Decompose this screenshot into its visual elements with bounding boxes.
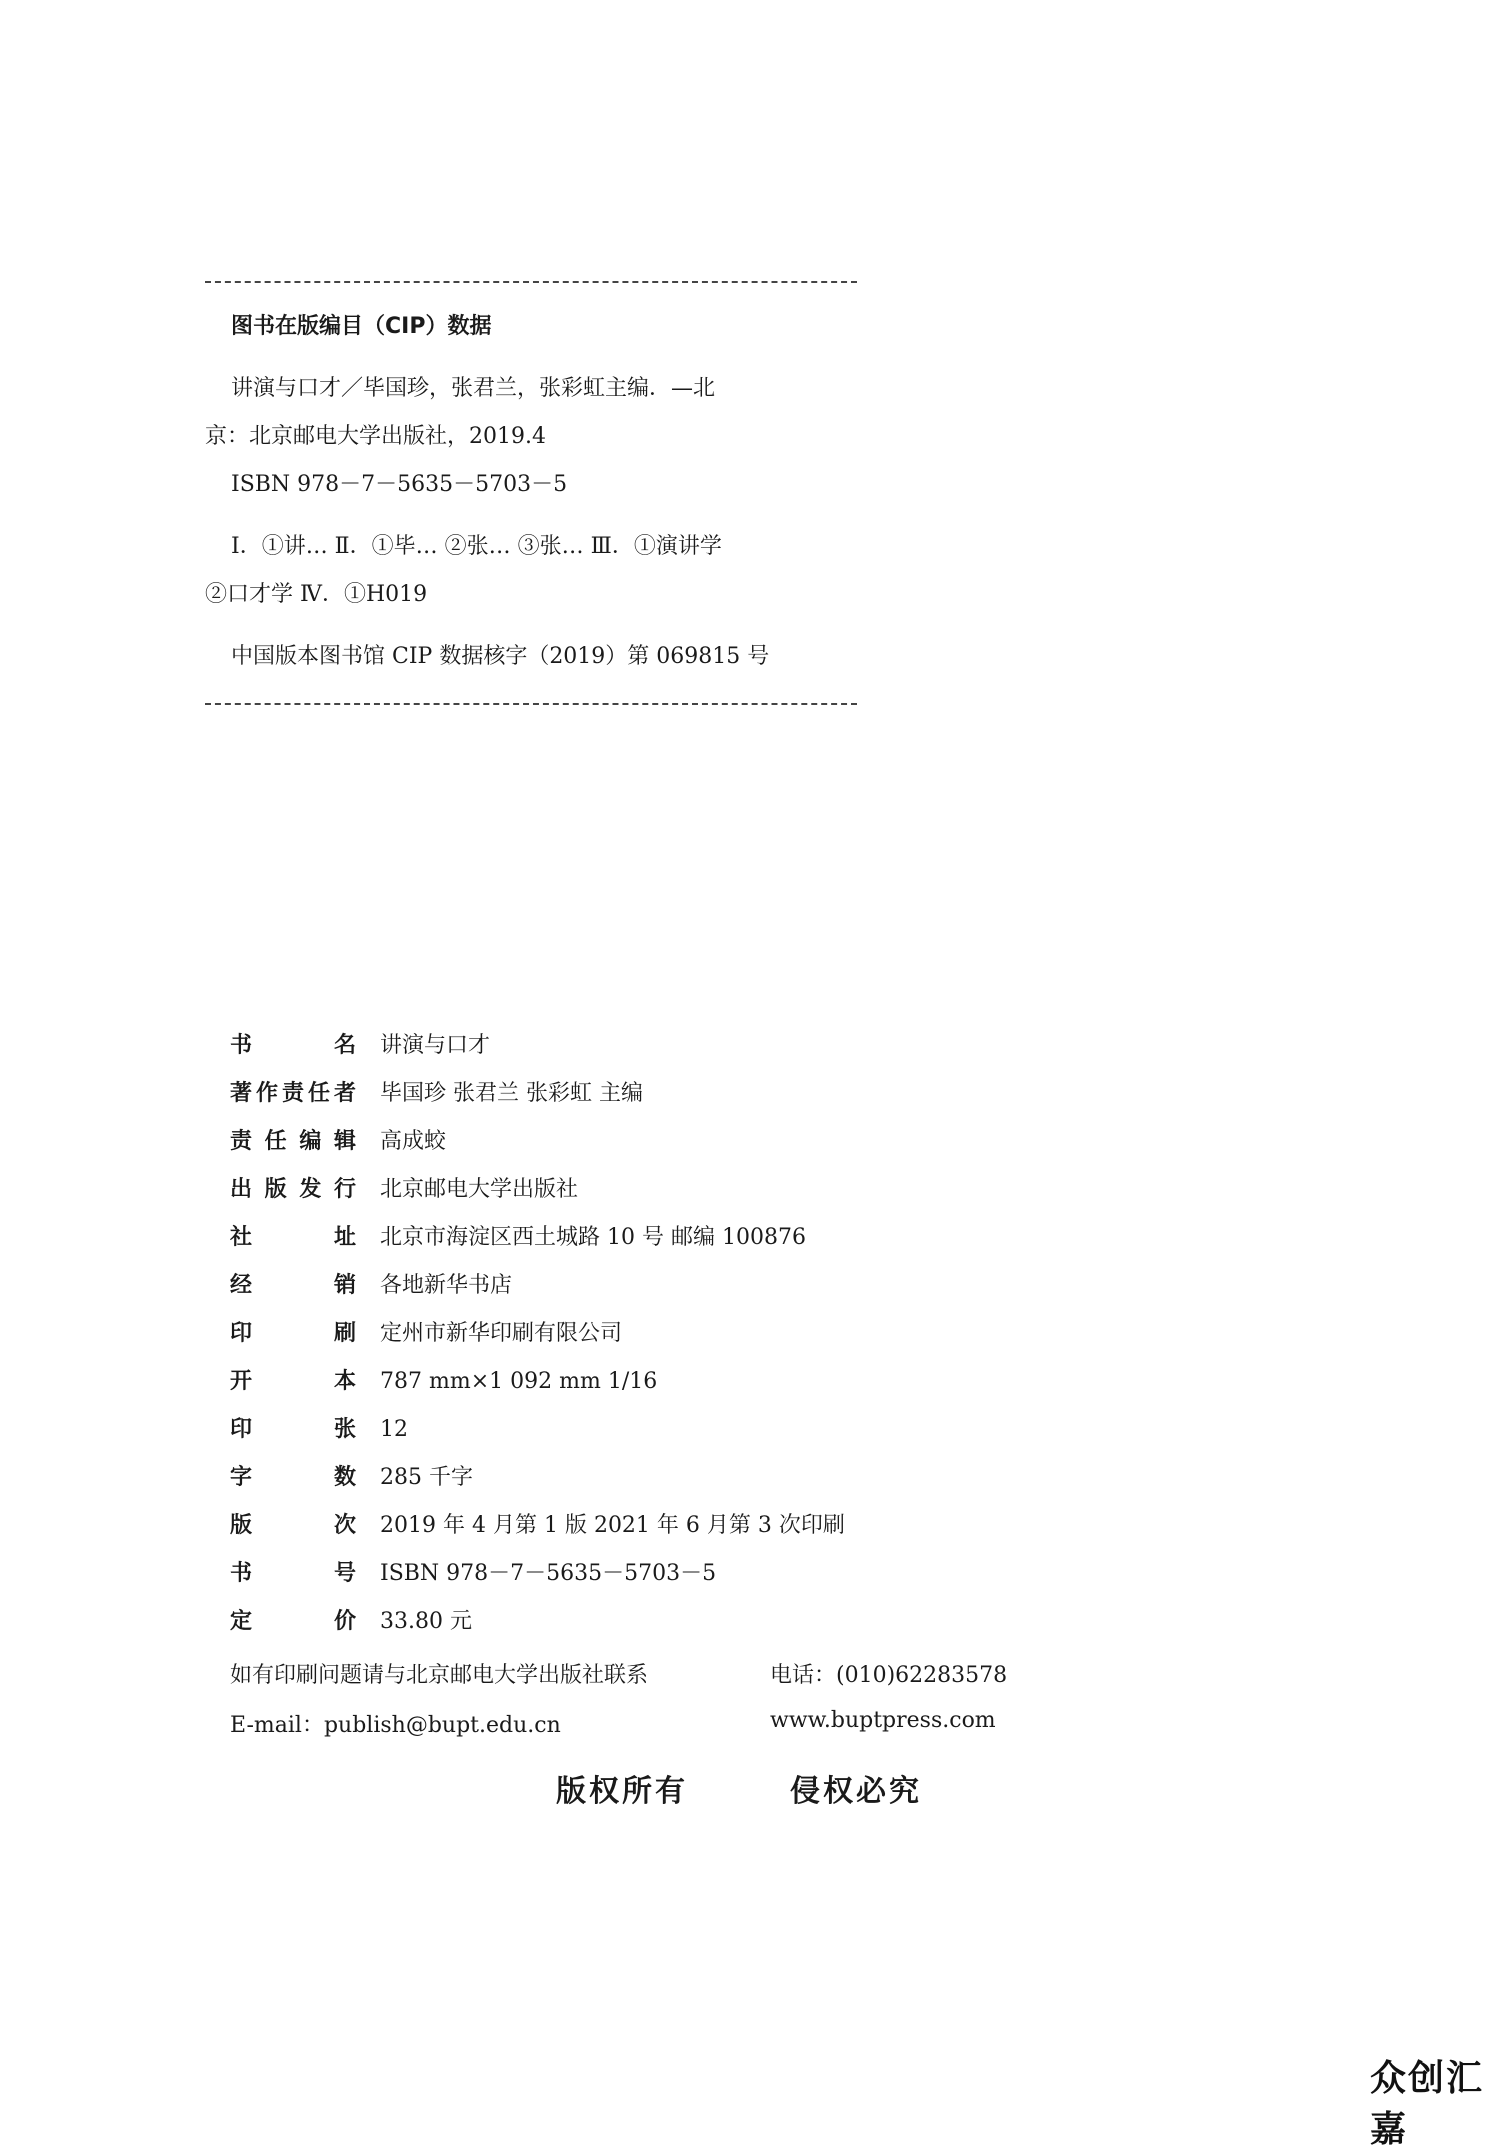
info-label: 经销 (230, 1273, 356, 1298)
info-value: 33.80 元 (380, 1609, 472, 1634)
cip-classification-1: Ⅰ．①讲… Ⅱ．①毕… ②张… ③张… Ⅲ．①演讲学 (231, 534, 722, 559)
info-label: 书名 (230, 1033, 356, 1058)
info-value: 讲演与口才 (380, 1033, 491, 1058)
contact-email: E-mail：publish@bupt.edu.cn (230, 1713, 561, 1738)
info-label: 印刷 (230, 1321, 356, 1346)
info-value: 北京邮电大学出版社 (380, 1177, 579, 1202)
info-label: 书号 (230, 1561, 356, 1586)
watermark-logo: 众创汇嘉 (1370, 2058, 1485, 2150)
info-value: 各地新华书店 (380, 1273, 513, 1298)
info-value: 2019 年 4 月第 1 版 2021 年 6 月第 3 次印刷 (380, 1513, 845, 1538)
info-value: 高成蛟 (380, 1129, 447, 1154)
info-value: ISBN 978－7－5635－5703－5 (380, 1561, 717, 1586)
info-value: 12 (380, 1417, 408, 1442)
info-label: 开本 (230, 1369, 356, 1394)
cip-top-divider (205, 281, 857, 283)
cip-bottom-divider (205, 703, 857, 705)
info-value: 787 mm×1 092 mm 1/16 (380, 1369, 658, 1394)
contact-website: www.buptpress.com (770, 1708, 996, 1733)
cip-isbn: ISBN 978－7－5635－5703－5 (231, 472, 568, 497)
info-label: 字数 (230, 1465, 356, 1490)
cip-verify-number: 中国版本图书馆 CIP 数据核字（2019）第 069815 号 (231, 644, 770, 669)
info-label: 责任编辑 (230, 1129, 356, 1154)
info-value: 定州市新华印刷有限公司 (380, 1321, 623, 1346)
print-issue-note: 如有印刷问题请与北京邮电大学出版社联系 (230, 1663, 649, 1688)
cip-line-1: 讲演与口才／毕国珍，张君兰，张彩虹主编．—北 (231, 376, 716, 401)
info-label: 定价 (230, 1609, 356, 1634)
info-value: 毕国珍 张君兰 张彩虹 主编 (380, 1081, 643, 1106)
info-label: 出版发行 (230, 1177, 356, 1202)
cip-classification-2: ②口才学 Ⅳ．①H019 (205, 582, 428, 607)
copyright-infringement-warning: 侵权必究 (790, 1774, 922, 1809)
info-label: 版次 (230, 1513, 356, 1538)
info-value: 285 千字 (380, 1465, 473, 1490)
info-value: 北京市海淀区西土城路 10 号 邮编 100876 (380, 1225, 806, 1250)
contact-phone: 电话：(010)62283578 (770, 1663, 1008, 1688)
info-label: 印张 (230, 1417, 356, 1442)
info-label: 著作责任者 (230, 1081, 356, 1106)
copyright-all-rights: 版权所有 (556, 1774, 688, 1809)
info-label: 社址 (230, 1225, 356, 1250)
cip-title: 图书在版编目（CIP）数据 (231, 314, 492, 339)
cip-line-2: 京：北京邮电大学出版社，2019.4 (205, 424, 546, 449)
